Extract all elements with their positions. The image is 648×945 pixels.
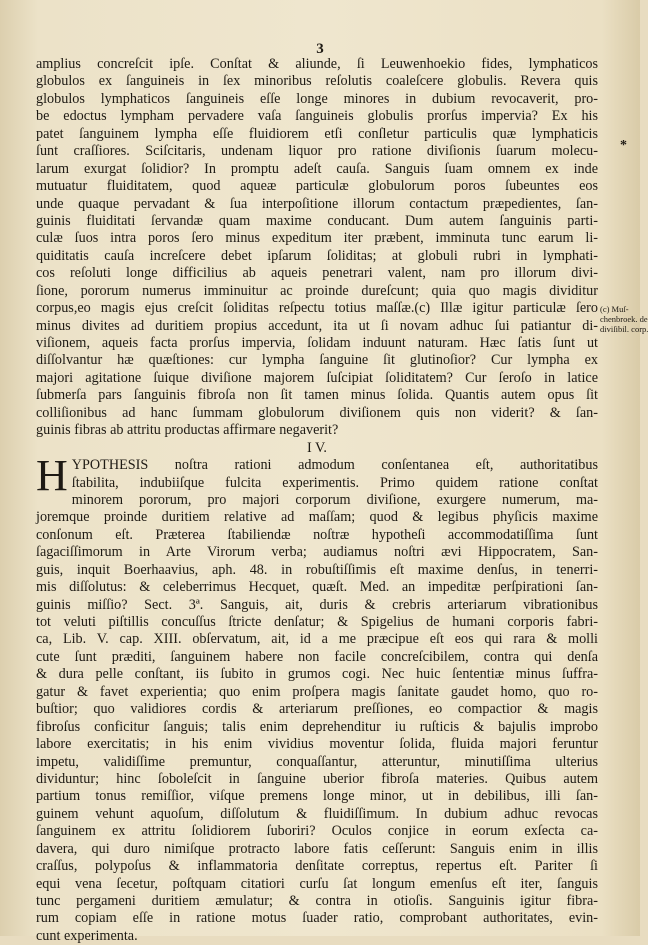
text-line: amplius concreſcit ipſe. Conſtat & aliunde, ſi Leuwenhoekio fides, lymphaticos (36, 56, 598, 72)
text-line: ca, Lib. V. cap. XIII. obſervatum, ait, id a me præcipue eſt eos qui rara & molli (36, 631, 598, 648)
marginal-note-line: (c) Muſ- (600, 304, 629, 314)
text-line: ſione, pororum numerus imminuitur ac proinde dureſcunt; quia quo magis dividitur (36, 282, 598, 299)
text-line: ſunt craſſiores. Sciſcitaris, undenam liquor pro ratione diviſionis ſuarum molecu- (36, 143, 598, 160)
text-line: buſtior; quo validiores cordis & arteriarum preſſiones, eo compactior & magis (36, 701, 598, 718)
text-line: joremque proinde duritiem relative ad maſſam; quod & legibus phyſicis maxime (36, 509, 598, 526)
text-line: dividuntur; hinc ſoboleſcit in ſanguine uberior fibroſa materies. Quibus autem (36, 770, 598, 787)
text-line: globulos ex ſanguineis in ſex minoribus reſolutis coaleſcere globulis. Revera quis (36, 73, 598, 90)
text-line: mis diſſolutus: & celeberrimus Hecquet, quæſt. Med. an impeditæ perſpirationi ſan- (36, 579, 598, 596)
text-line: larum exurgat ſolidior? In promptu adeſt cauſa. Sanguis ſuam omnem ex inde (36, 160, 598, 177)
text-line-content: YPOTHESIS noſtra rationi admodum conſentanea eſt, authoritatibus (71, 457, 598, 474)
text-line: ſtabilita, indubiiſque fulcita experimentis. Primo quidem ratione conſtat (71, 474, 598, 491)
text-line: davera, qui duro nimiſque protracto labore fatis ceſſerunt: Sanguis enim in illis (36, 840, 598, 857)
text-line: cunt experimenta. (36, 927, 138, 944)
section-heading: I V. (307, 439, 327, 456)
text-line: colliſionibus ad hanc ſummam globulorum diviſionem quis non viderit? & ſan- (36, 404, 598, 421)
text-line: diſſolvantur hæ quæſtiones: cur lympha ſanguine ſit glutinoſior? Cur lympha ex (36, 352, 598, 369)
text-line: fibroſus conficitur ſanguis; talis enim deprehenditur iu ruſticis & bajulis improbo (36, 718, 598, 735)
marginal-note (600, 304, 648, 334)
text-line: cute ſunt præditi, ſanguinem habere non facile concreſcibilem, contra qui denſa (36, 648, 598, 665)
text-line: tunc pergameni duritiem æmulatur; & contra in otioſis. Sanguinis igitur fibra- (36, 893, 598, 909)
text-line: equi vena ſecetur, poſtquam citatiori curſu ſat longum emenſus eſt iter, ſanguis (36, 875, 598, 892)
text-line: & dura pelle conſtant, iis ſubito in grumos cogi. Nec huic ſententiæ minus ſuffra- (36, 666, 598, 683)
text-line: majori agitatione ſuique diviſione majorem ſuſcipiat ſoliditatem? Cur ſeroſo in latice (36, 369, 598, 386)
text-line: globulos lymphaticos ſanguineis eſſe longe minores in dubium revocaverit, pro- (36, 90, 598, 107)
text-line: unde quaque pervadant & ſua interpoſitione illorum contactum præpedientes, ſan- (36, 195, 598, 212)
text-line: impetu, validiſſime premuntur, conquaſſantur, atteruntur, minutiſſima ulterius (36, 753, 598, 770)
margin-mark: * (620, 138, 627, 153)
text-line: craſſus, polypoſus & inflammatoria denſitate correptus, repertus eſt. Pariter ſi (36, 858, 598, 875)
drop-cap: H (36, 451, 68, 501)
text-line: guinis fluiditati ſervandæ quam maxime conducant. Dum autem ſanguinis parti- (36, 212, 598, 229)
text-line: guinis miſſio? Sect. 3ª. Sanguis, ait, duris & crebris arteriarum vibrationibus (36, 596, 598, 613)
text-line: culæ ſuos intra poros ſero minus expeditum iter præbent, imminuta tunc earum li- (36, 230, 598, 247)
body-text (36, 56, 598, 945)
text-line: mutuatur fluiditatem, quod aqueæ particulæ globulorum poros ſubeuntes eos (36, 178, 598, 195)
text-line: cos reſoluti longe difficilius ab aqueis penetrari valent, nam pro illorum divi- (36, 265, 598, 282)
text-line: corpus,eo magis ejus creſcit ſoliditas reſpectu totius maſſæ.(c) Illæ igitur particulæ ſero (36, 300, 598, 317)
text-line: guis, inquit Boerhaavius, aph. 48. in robuſtiſſimis eſt maxime denſus, in tenerri- (36, 561, 598, 578)
text-line: guinis fibras ab attritu productas affirmare negaverit? (36, 422, 339, 439)
text-line: ſagaciſſimorum in Arte Virorum verba; audiamus noſtri ævi Hippocratem, San- (36, 544, 598, 561)
text-line: ſanguinem ex attritu ſolidiorem ſuboriri? Oculos conjice in eorum exſecta ca- (36, 823, 598, 840)
text-line: quiditatis cauſa increſcere debet ipſarum ſoliditas; at globuli rubri in lymphati- (36, 247, 598, 264)
text-line: rum copiam eſſe in ratione motus ſuader ratio, comprobant authoritates, evin- (36, 910, 598, 927)
text-line: gatur & favet experientia; quo enim proſpera magis ſanitate gaudet homo, quo ro- (36, 683, 598, 700)
text-line: minus divites ad duritiem propius accedunt, ita ut ſi novam adhuc ſui patiantur di- (36, 317, 598, 334)
text-line: patet ſanguinem lympha eſſe fluidiorem etſi conſletur particulis quæ lymphaticis (36, 125, 598, 142)
marginal-note-line: chenbroek. de (600, 314, 648, 324)
text-line: ſubmerſa pars ſanguinis fibroſa non ſit tamen minus ſolida. Quantis autem opus ſit (36, 387, 598, 404)
text-line: minorem pororum, pro majori corporum diviſione, exurgere numerum, ma- (71, 491, 598, 508)
text-line: viſionem, aqueis facta prorſus impervia, ſolidam induunt naturam. Hæc ſatis ſunt ut (36, 335, 598, 351)
marginal-note-line: diviſibil. corp. (600, 324, 648, 334)
text-line: conſonum eſt. Præterea ſtabiliendæ noſtræ hypotheſi accommodatiſſima ſunt (36, 526, 598, 543)
page-number: 3 (316, 41, 324, 57)
text-line: tot veluti piſtillis concuſſus ſtricte denſatur; & Spigelius de humani corporis fabri- (36, 614, 598, 630)
text-line: be edoctus lympham pervadere vaſa ſanguineis globulis prorſus impervia? Ex his (36, 108, 598, 125)
text-line: guinem vehunt aquoſum, diſſolutum & fluidiſſimum. In dubium adhuc revocas (36, 805, 598, 822)
text-line: labore exercitatis; in his enim vividius moventur ſolida, fluida majori feruntur (36, 736, 598, 753)
text-line: partium tonus remiſſior, viſque premens longe minor, ut in debilibus, illi ſan- (36, 788, 598, 805)
